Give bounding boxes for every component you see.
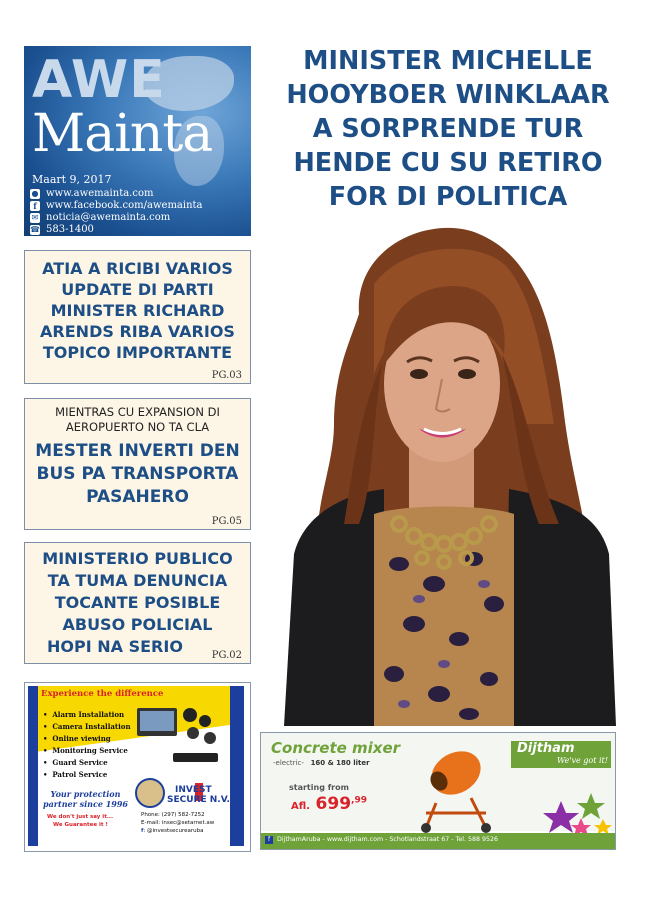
teaser-kicker — [25, 399, 250, 435]
teaser-title — [25, 251, 250, 363]
facebook-icon: f — [141, 828, 144, 834]
ad-starting-label: starting from — [289, 783, 349, 792]
service-item: • Camera Installation — [43, 722, 131, 731]
headline-line: MINISTER MICHELLE — [303, 46, 593, 76]
facebook-icon: f — [265, 836, 273, 844]
ad-product-subtitle: -electric- 160 & 180 liter — [273, 759, 370, 767]
facebook-link[interactable]: www.facebook.com/awemainta — [46, 200, 203, 211]
teaser-title — [25, 543, 250, 658]
teaser-box-2[interactable] — [24, 398, 251, 530]
teaser-box-1[interactable] — [24, 250, 251, 384]
teaser-line: ARENDS RIBA VARIOS — [40, 322, 235, 341]
ad-brand-logo: Dijtham — [517, 741, 575, 756]
headline-line: HENDE CU SU RETIRO — [293, 148, 603, 178]
service-list — [43, 709, 131, 781]
logo-mainta: Mainta — [32, 104, 213, 164]
teaser-line: UPDATE DI PARTI — [61, 280, 214, 299]
masthead — [24, 46, 251, 236]
ad-phone: Phone: (297) 582-7252 — [141, 812, 205, 818]
teaser-line: BUS PA TRANSPORTA — [36, 464, 239, 484]
portrait-illustration — [264, 224, 616, 726]
service-item: • Monitoring Service — [43, 746, 128, 755]
phone-number: 583-1400 — [46, 224, 94, 235]
ad-price: Afl. $699^{,99}$ — [291, 794, 367, 814]
teaser-line: TA TUMA DENUNCIA — [47, 571, 228, 590]
teaser-box-3[interactable] — [24, 542, 251, 664]
teaser-line: HOPI NA SERIO — [47, 637, 183, 656]
service-item: • Online viewing — [43, 734, 111, 743]
teaser-line: PASAHERO — [86, 487, 189, 507]
envelope-icon: ✉ — [31, 213, 39, 222]
invest-secure-ad[interactable] — [24, 682, 251, 852]
facebook-icon: f — [30, 201, 40, 211]
contact-info — [141, 811, 214, 835]
email-link[interactable]: noticia@awemainta.com — [46, 212, 171, 223]
service-item: • Patrol Service — [43, 770, 108, 779]
teaser-line: MESTER INVERTI DEN — [35, 441, 240, 461]
teaser-line: TOCANTE POSIBLE — [54, 593, 221, 612]
teaser-title — [25, 435, 250, 509]
tagline: Your protection partner since 1996 — [43, 789, 128, 809]
slogan: We don't just say it... We Guarantee it ! — [47, 814, 114, 828]
facebook-line — [30, 200, 203, 211]
main-headline[interactable] — [268, 44, 628, 214]
service-item: • Guard Service — [43, 758, 108, 767]
ad-brand-tagline: We've got it! — [557, 756, 608, 765]
teaser-line: TOPICO IMPORTANTE — [42, 343, 233, 362]
email-line — [30, 212, 170, 223]
hero-portrait-photo — [264, 224, 616, 726]
teaser-line: MINISTERIO PUBLICO — [42, 549, 233, 568]
kicker-line: AEROPUERTO NO TA CLA — [65, 420, 210, 434]
ad-product-title: Concrete mixer — [271, 739, 401, 757]
phone-line — [30, 224, 94, 235]
phone-icon: ☎ — [30, 225, 40, 234]
service-item: • Alarm Installation — [43, 710, 125, 719]
headline-line: HOOYBOER WINKLAAR — [286, 80, 610, 110]
headline-line: FOR DI POLITICA — [328, 182, 568, 212]
teaser-line: ABUSO POLICIAL — [62, 615, 213, 634]
ad-social: f: @investsecurearuba — [141, 828, 204, 834]
ad-footer[interactable]: f DijthamAruba - www.dijtham.com - Schotlandstraat 67 - Tel. 588 9526 — [265, 836, 611, 844]
company-name: INVEST SECURE N.V. — [167, 785, 230, 805]
kicker-line: MIENTRAS CU EXPANSION DI — [55, 405, 220, 419]
issue-date: Maart 9, 2017 — [32, 173, 112, 186]
page-reference: PG.03 — [211, 370, 242, 381]
teaser-line: MINISTER RICHARD — [50, 301, 225, 320]
page-reference: PG.05 — [211, 516, 242, 527]
ad-email: E-mail: insec@setarnet.aw — [141, 820, 215, 826]
website-link[interactable]: www.awemainta.com — [46, 188, 154, 199]
dijtham-ad[interactable] — [260, 732, 616, 850]
globe-icon: ● — [31, 189, 39, 198]
ad-heading: Experience the difference — [41, 689, 164, 699]
logo-awe: AWE — [32, 50, 166, 110]
page-reference: PG.02 — [211, 650, 242, 661]
headline-line: A SORPRENDE TUR — [312, 114, 584, 144]
teaser-line: ATIA A RICIBI VARIOS — [42, 259, 233, 278]
website-line — [30, 188, 153, 199]
